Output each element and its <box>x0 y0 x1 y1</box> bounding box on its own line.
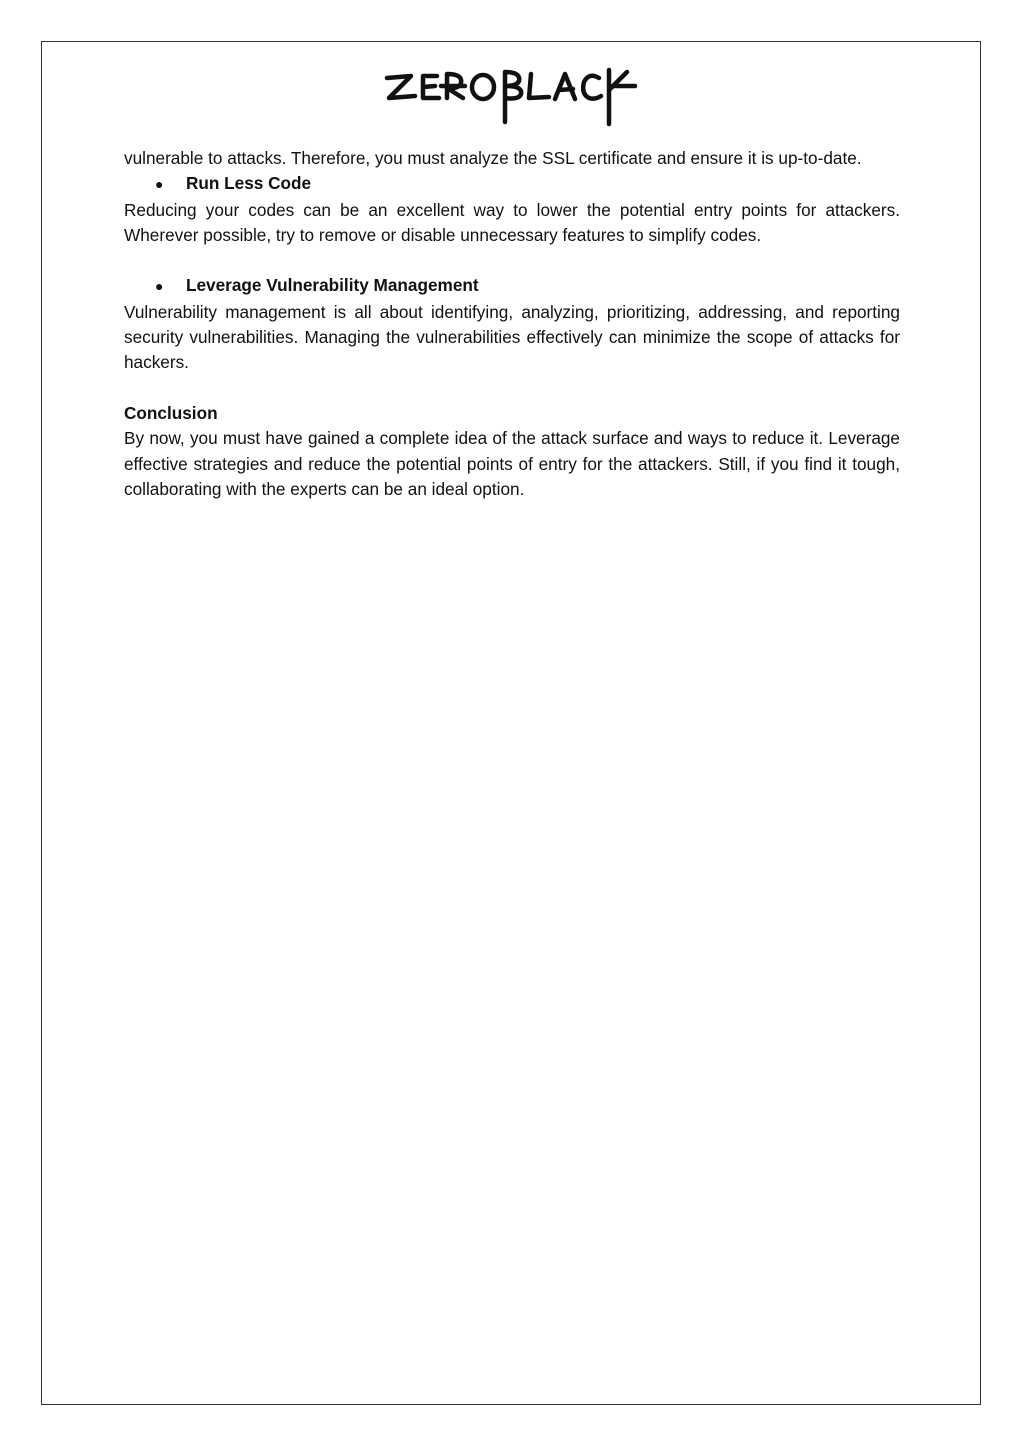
conclusion-heading: Conclusion <box>124 402 218 423</box>
bullet-title: Run Less Code <box>186 173 312 194</box>
intro-paragraph: vulnerable to attacks. Therefore, you must analyze the SSL certificate and ensure it is up-to-date. <box>124 148 862 168</box>
spacer <box>124 376 900 401</box>
bullet-icon: ● <box>155 278 164 295</box>
bullet-item-run-less-code <box>124 171 900 197</box>
section-paragraph: Vulnerability management is all about identifying, analyzing, prioritizing, addressing, and reporting security vulnerabilities. Managing the vulnerabilities effectively can minimize the scope of attacks for hackers. <box>124 301 900 373</box>
zeroblack-logo <box>383 64 639 128</box>
section-paragraph: Reducing your codes can be an excellent way to lower the potential entry points for attackers. Wherever possible, try to remove or disable unnecessary features to simplify codes. <box>124 199 900 245</box>
bullet-title: Leverage Vulnerability Management <box>186 275 479 296</box>
conclusion-paragraph: By now, you must have gained a complete idea of the attack surface and ways to reduce it. Leverage effective strategies and reduce the potential points of entry for the attackers. Still, if you find it tough, collaborating with the experts can be an ideal option. <box>124 428 900 499</box>
bullet-item-vulnerability-management <box>124 273 900 299</box>
bullet-icon: ● <box>155 176 164 193</box>
document-body <box>124 146 900 502</box>
spacer <box>124 248 900 273</box>
